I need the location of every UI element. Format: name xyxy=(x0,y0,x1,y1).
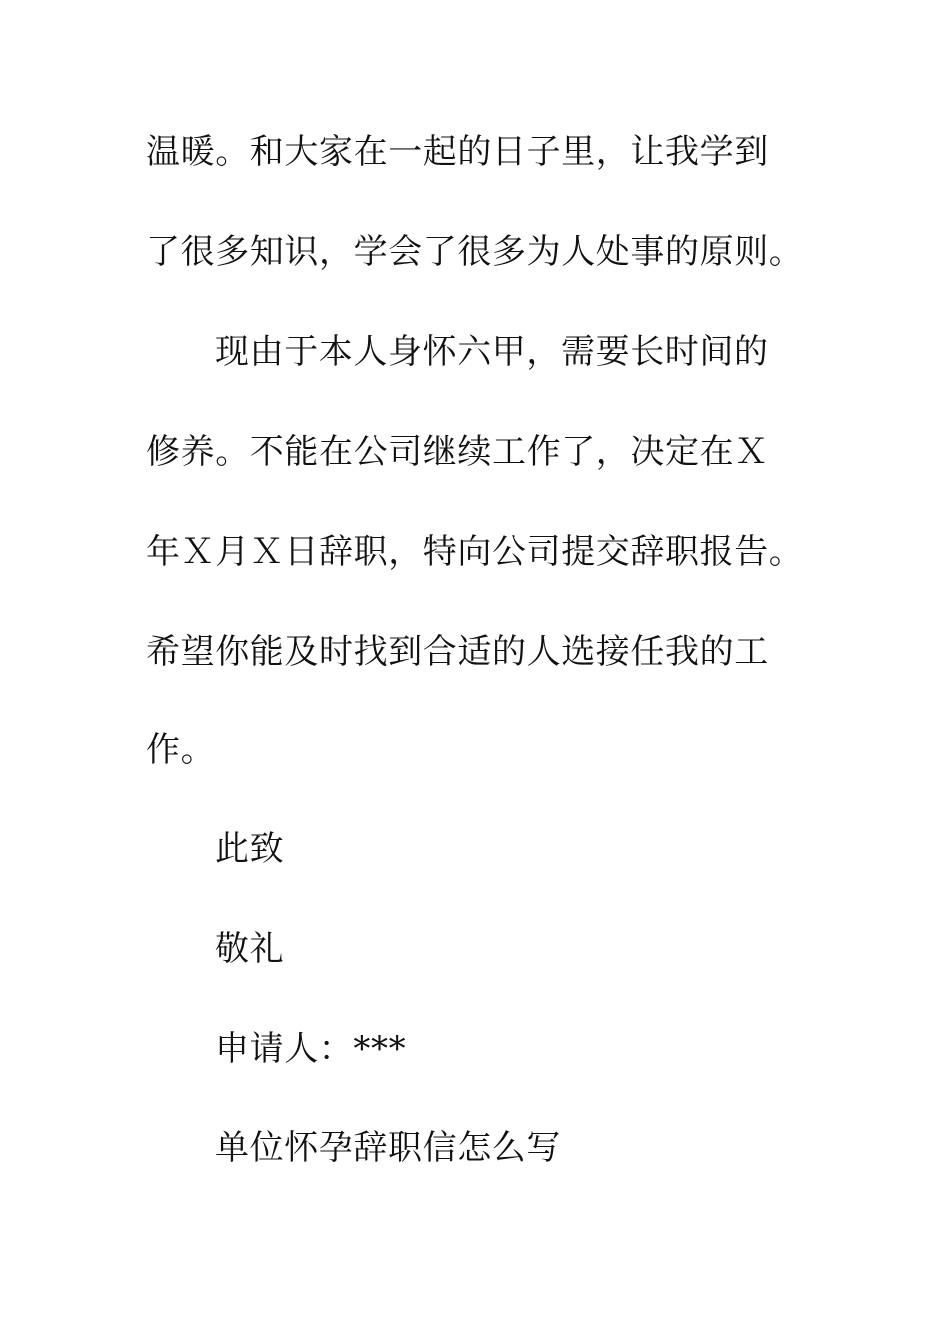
applicant-signature: 申请人：*** xyxy=(215,1029,407,1069)
body-text-line: 年Ｘ月Ｘ日辞职，特向公司提交辞职报告。 xyxy=(146,532,804,572)
section-heading: 单位怀孕辞职信怎么写 xyxy=(215,1128,561,1168)
salutation: 敬礼 xyxy=(215,929,285,969)
closing-phrase: 此致 xyxy=(215,829,285,869)
body-text-line: 了很多知识，学会了很多为人处事的原则。 xyxy=(146,232,804,272)
body-text-line: 修养。不能在公司继续工作了，决定在Ｘ xyxy=(146,432,769,472)
body-text-line: 希望你能及时找到合适的人选接任我的工 xyxy=(146,632,769,672)
body-text-line: 作。 xyxy=(146,730,216,770)
paragraph-start-line: 现由于本人身怀六甲，需要长时间的 xyxy=(215,332,769,372)
body-text-line: 温暖。和大家在一起的日子里，让我学到 xyxy=(146,132,769,172)
